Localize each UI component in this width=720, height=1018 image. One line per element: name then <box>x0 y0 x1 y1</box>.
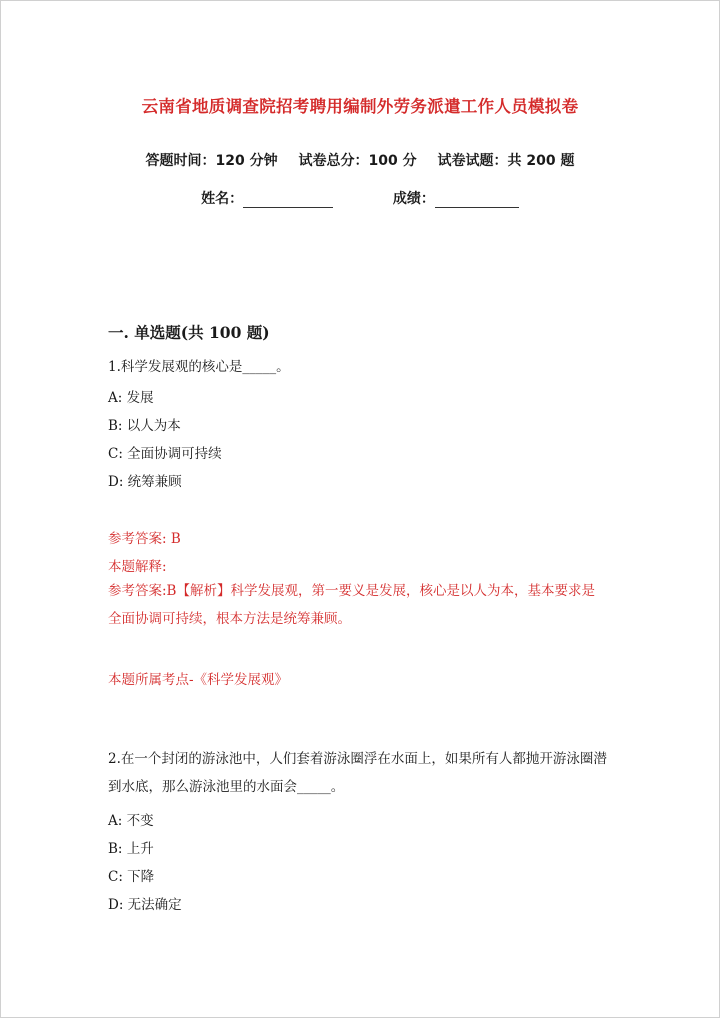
section-title: 一. 单选题(共 100 题) <box>108 323 270 342</box>
score-label: 成绩： <box>392 191 435 207</box>
option-d: D: 统筹兼顾 <box>108 474 182 490</box>
answer-label: 参考答案: B <box>108 531 181 547</box>
exam-title: 云南省地质调查院招考聘用编制外劳务派遣工作人员模拟卷 <box>141 97 579 116</box>
score-field[interactable] <box>435 193 519 208</box>
option-b: B: 以人为本 <box>108 418 181 434</box>
option-b: B: 上升 <box>108 841 154 857</box>
option-a: A: 发展 <box>108 390 154 406</box>
option-c: C: 下降 <box>108 869 155 885</box>
option-c: C: 全面协调可持续 <box>108 446 222 462</box>
explanation-label: 本题解释: <box>108 559 167 575</box>
exam-time: 答题时间：120 分钟 <box>145 153 278 169</box>
name-field[interactable] <box>243 193 333 208</box>
exam-total-score: 试卷总分：100 分 <box>298 153 417 169</box>
name-label: 姓名： <box>201 191 244 207</box>
exam-meta <box>0 150 720 170</box>
question-stem: 1.科学发展观的核心是_____。 <box>108 359 290 375</box>
name-score-row <box>0 188 720 208</box>
explanation-text: 参考答案:B【解析】科学发展观，第一要义是发展，核心是以人为本，基本要求是全面协调可持续，根本方法是统筹兼顾。 <box>108 583 595 627</box>
option-a: A: 不变 <box>108 813 154 829</box>
exam-question-count: 试卷试题：共 200 题 <box>437 153 575 169</box>
option-d: D: 无法确定 <box>108 897 182 913</box>
question-stem: 2.在一个封闭的游泳池中，人们套着游泳圈浮在水面上，如果所有人都抛开游泳圈潜到水底，那么游泳池里的水面会_____。 <box>108 751 607 795</box>
topic-text: 本题所属考点-《科学发展观》 <box>108 672 289 688</box>
